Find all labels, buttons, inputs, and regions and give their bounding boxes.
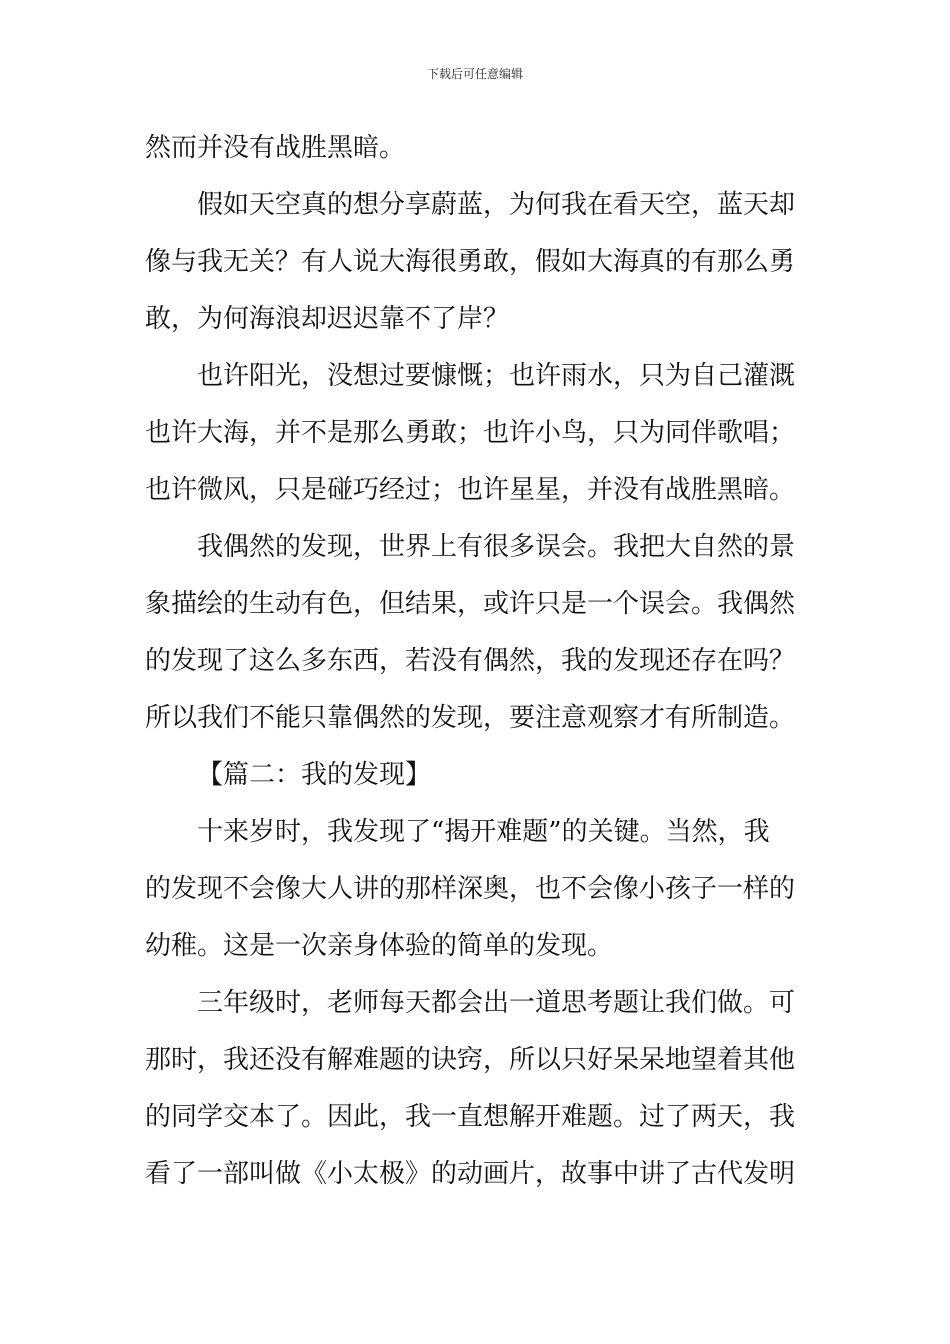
text-line: 我偶然的发现，世界上有很多误会。我把大自然的景 [197, 532, 796, 562]
section-heading: 【篇二：我的发现】 [197, 760, 432, 790]
text-line: 看了一部叫做《小太极》的动画片，故事中讲了古代发明 [145, 1159, 796, 1189]
text-line: 三年级时，老师每天都会出一道思考题让我们做。可 [197, 988, 796, 1018]
text-line: 的发现不会像大人讲的那样深奥，也不会像小孩子一样的 [145, 874, 796, 904]
text-line: 也许微风，只是碰巧经过；也许星星，并没有战胜黑暗。 [145, 475, 796, 505]
text-line: 那时，我还没有解难题的诀窍，所以只好呆呆地望着其他 [145, 1045, 796, 1075]
body-text [145, 120, 809, 1203]
text-line: 假如天空真的想分享蔚蓝，为何我在看天空，蓝天却 [197, 190, 796, 220]
text-line: 十来岁时，我发现了“揭开难题”的关键。当然，我 [197, 817, 770, 847]
text-line: 的发现了这么多东西，若没有偶然，我的发现还存在吗？ [145, 646, 796, 676]
text-line: 也许阳光，没想过要慷慨；也许雨水，只为自己灌溉 [197, 361, 796, 391]
text-line: 也许大海，并不是那么勇敢；也许小鸟，只为同伴歌唱； [145, 418, 796, 448]
text-line: 所以我们不能只靠偶然的发现，要注意观察才有所制造。 [145, 703, 796, 733]
text-line: 敢，为何海浪却迟迟靠不了岸？ [145, 304, 510, 334]
text-line: 象描绘的生动有色，但结果，或许只是一个误会。我偶然 [145, 589, 796, 619]
text-line: 然而并没有战胜黑暗。 [145, 133, 406, 163]
text-line: 的同学交本了。因此，我一直想解开难题。过了两天，我 [145, 1102, 796, 1132]
text-line: 像与我无关？有人说大海很勇敢，假如大海真的有那么勇 [145, 247, 796, 277]
page-header: 下载后可任意编辑 [426, 67, 523, 81]
text-line: 幼稚。这是一次亲身体验的简单的发现。 [145, 931, 614, 961]
